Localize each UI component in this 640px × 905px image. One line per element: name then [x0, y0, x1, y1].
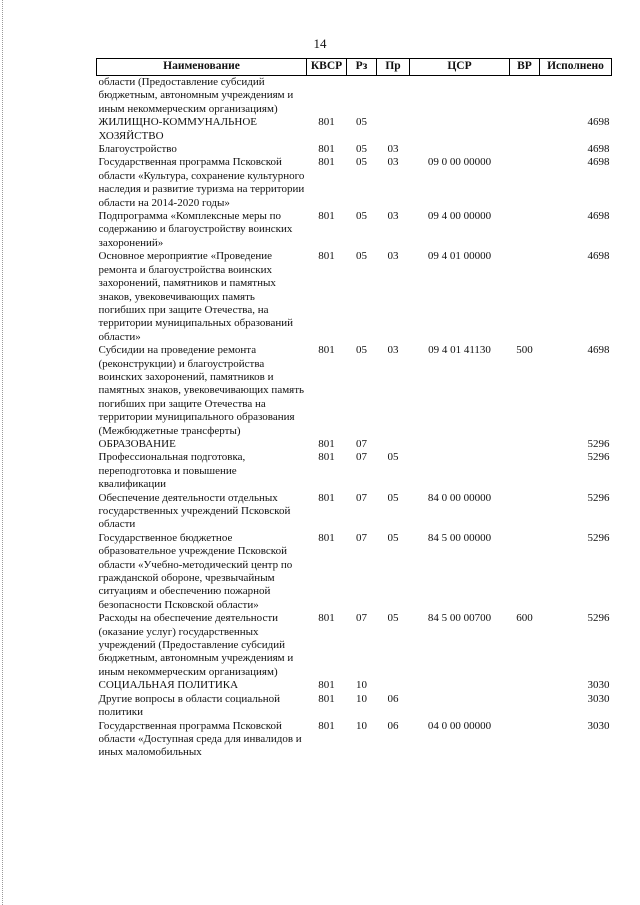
cell-pr — [377, 116, 410, 143]
cell-name: Основное мероприятие «Проведение ремонта и благоустройства воинских захоронений, памятников и памятных знаков, увековечивающих память погибших при защите Отечества, на территории муниципальных образований области» — [98, 250, 294, 343]
cell-csr: 84 0 00 00000 — [427, 491, 492, 504]
cell-done: 3030 — [587, 692, 610, 705]
table-row — [97, 344, 612, 438]
cell-csr — [410, 438, 510, 451]
cell-done: 4698 — [587, 250, 610, 263]
header-rz: Рз — [347, 59, 377, 76]
cell-rz: 05 — [356, 210, 367, 223]
cell-kvsr: 801 — [318, 116, 335, 129]
cell-name: СОЦИАЛЬНАЯ ПОЛИТИКА — [98, 679, 239, 692]
cell-vr — [510, 492, 540, 532]
cell-kvsr: 801 — [318, 437, 335, 450]
cell-kvsr: 801 — [318, 491, 335, 504]
cell-rz: 05 — [356, 344, 367, 357]
table-row — [97, 720, 612, 760]
cell-done: 5296 — [587, 437, 610, 450]
cell-vr — [510, 438, 540, 451]
table-row — [97, 76, 612, 117]
cell-vr — [510, 250, 540, 344]
cell-name: области (Предоставление субсидий бюджетным, автономным учреждениям и иным некоммерческим организациям) — [98, 76, 294, 115]
cell-done: 5296 — [587, 451, 610, 464]
cell-done: 5296 — [587, 612, 610, 625]
table-body — [97, 76, 612, 760]
cell-kvsr: 801 — [318, 344, 335, 357]
cell-done: 4698 — [587, 143, 610, 156]
cell-rz: 07 — [356, 531, 367, 544]
cell-pr: 03 — [387, 344, 399, 357]
page-number: 14 — [313, 36, 327, 51]
cell-csr: 84 5 00 00700 — [427, 612, 492, 625]
cell-rz: 10 — [356, 679, 367, 692]
cell-rz: 05 — [356, 116, 367, 129]
cell-name: Государственная программа Псковской области «Доступная среда для инвалидов и иных маломобильных — [98, 719, 302, 759]
table-row — [97, 143, 612, 156]
header-vr: ВР — [510, 59, 540, 76]
cell-done: 4698 — [587, 344, 610, 357]
cell-done: 5296 — [587, 531, 610, 544]
cell-csr: 09 4 01 41130 — [428, 344, 491, 357]
cell-rz: 05 — [356, 156, 367, 169]
cell-vr — [510, 116, 540, 143]
cell-vr: 500 — [516, 344, 533, 357]
cell-vr: 600 — [516, 612, 533, 625]
cell-rz: 05 — [356, 143, 367, 156]
cell-pr — [377, 679, 410, 692]
cell-vr — [510, 156, 540, 210]
cell-csr: 04 0 00 00000 — [427, 719, 492, 732]
cell-kvsr: 801 — [318, 679, 335, 692]
cell-name: Другие вопросы в области социальной политики — [98, 692, 281, 719]
cell-csr — [410, 116, 510, 143]
table-row — [97, 116, 612, 143]
cell-pr: 03 — [387, 156, 399, 169]
cell-name: ЖИЛИЩНО-КОММУНАЛЬНОЕ ХОЗЯЙСТВО — [98, 116, 257, 142]
cell-csr — [410, 143, 510, 156]
cell-csr — [410, 76, 510, 117]
table-row — [97, 679, 612, 692]
cell-pr — [377, 76, 410, 117]
cell-pr: 06 — [387, 692, 399, 705]
cell-name: Подпрограмма «Комплексные меры по содержанию и благоустройству воинских захоронений» — [98, 210, 293, 249]
cell-rz — [347, 76, 377, 117]
cell-kvsr: 801 — [318, 451, 335, 464]
cell-name: ОБРАЗОВАНИЕ — [98, 437, 176, 450]
cell-kvsr: 801 — [318, 210, 335, 223]
cell-vr — [510, 210, 540, 250]
cell-csr: 09 4 00 00000 — [427, 210, 492, 223]
table-row — [97, 693, 612, 720]
cell-vr — [510, 720, 540, 760]
table-row — [97, 532, 612, 612]
table-row — [97, 612, 612, 679]
cell-done: 5296 — [587, 491, 610, 504]
cell-kvsr: 801 — [318, 250, 335, 263]
table-row — [97, 250, 612, 344]
cell-name: Субсидии на проведение ремонта (реконструкции) и благоустройства воинских захоронений, памятников и памятных знаков, увековечивающих память погибших при защите Отечества на территории муниципального образования (Межбюджетные трансферты) — [98, 344, 305, 437]
cell-csr — [410, 679, 510, 692]
cell-kvsr — [307, 76, 347, 117]
cell-pr: 03 — [387, 250, 399, 263]
cell-csr — [410, 693, 510, 720]
cell-done: 4698 — [587, 116, 610, 129]
cell-pr: 05 — [387, 531, 399, 544]
cell-csr — [410, 451, 510, 491]
cell-pr: 05 — [387, 451, 399, 464]
header-csr: ЦСР — [410, 59, 510, 76]
cell-done: 4698 — [587, 156, 610, 169]
cell-kvsr: 801 — [318, 143, 335, 156]
cell-name: Государственная программа Псковской области «Культура, сохранение культурного наследия и развитие туризма на территории области на 2014-2020 годы» — [98, 156, 305, 209]
cell-name: Профессиональная подготовка, переподготовка и повышение квалификации — [98, 451, 246, 491]
cell-vr — [510, 451, 540, 491]
table-row — [97, 210, 612, 250]
table-row — [97, 492, 612, 532]
cell-kvsr: 801 — [318, 531, 335, 544]
header-pr: Пр — [377, 59, 410, 76]
cell-vr — [510, 679, 540, 692]
cell-vr — [510, 143, 540, 156]
cell-csr: 09 4 01 00000 — [427, 250, 492, 263]
cell-rz: 07 — [356, 491, 367, 504]
header-name: Наименование — [97, 59, 307, 76]
cell-pr — [377, 438, 410, 451]
cell-rz: 07 — [356, 437, 367, 450]
cell-kvsr: 801 — [318, 719, 335, 732]
cell-done — [540, 76, 612, 117]
cell-vr — [510, 532, 540, 612]
cell-csr: 09 0 00 00000 — [427, 156, 492, 169]
cell-pr: 06 — [387, 719, 399, 732]
table-row — [97, 156, 612, 210]
cell-rz: 07 — [356, 612, 367, 625]
cell-name: Расходы на обеспечение деятельности (оказание услуг) государственных учреждений (Предоставление субсидий бюджетным, автономным учреждениям и иным некоммерческим организациям) — [98, 612, 294, 678]
cell-csr: 84 5 00 00000 — [427, 531, 492, 544]
cell-done: 3030 — [587, 719, 610, 732]
cell-rz: 10 — [356, 719, 367, 732]
cell-pr: 03 — [387, 143, 399, 156]
cell-pr: 03 — [387, 210, 399, 223]
table-row — [97, 451, 612, 491]
cell-kvsr: 801 — [318, 692, 335, 705]
cell-name: Обеспечение деятельности отдельных государственных учреждений Псковской области — [98, 491, 291, 531]
cell-pr: 05 — [387, 612, 399, 625]
cell-done: 4698 — [587, 210, 610, 223]
scan-edge-line — [2, 0, 4, 905]
cell-kvsr: 801 — [318, 156, 335, 169]
cell-kvsr: 801 — [318, 612, 335, 625]
header-kvsr: КВСР — [307, 59, 347, 76]
cell-done: 3030 — [587, 679, 610, 692]
cell-rz: 07 — [356, 451, 367, 464]
cell-name: Благоустройство — [98, 143, 177, 156]
header-done: Исполнено — [540, 59, 612, 76]
cell-pr: 05 — [387, 491, 399, 504]
table-header — [97, 59, 612, 76]
budget-table — [96, 58, 612, 760]
cell-name: Государственное бюджетное образовательное учреждение Псковской области «Учебно-методический центр по гражданской обороне, чрезвычайным ситуациям и обеспечению пожарной безопасности Псковской области» — [98, 531, 293, 611]
cell-rz: 05 — [356, 250, 367, 263]
cell-vr — [510, 76, 540, 117]
table-row — [97, 438, 612, 451]
cell-rz: 10 — [356, 692, 367, 705]
cell-vr — [510, 693, 540, 720]
